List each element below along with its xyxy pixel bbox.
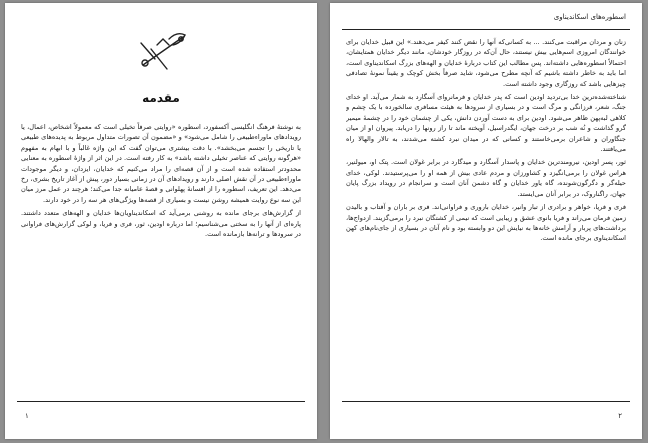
footer-rule (17, 401, 305, 402)
paragraph: به نوشتهٔ فرهنگ انگلیسی آکسفورد، اسطوره «روایتی صرفاً تخیلی است که معمولاً اشخاص، اعمال، یا رویدادهای ماوراءطبیعی را شامل می‌شود» و «مضمون آن تصورات متداول مربوط به پدیده‌های طبیعی یا تاریخی را تجسم می‌بخشد». با دقت بیشتری می‌توان گفت که این واژه غالباً و با ابهام به مفهوم «هرگونه روایتی که عناصر تخیلی داشته باشد» به کار رفته است. در این اثر از واژهٔ اسطوره به معنایی محدودتر استفاده شده است و از آن قصه‌ای را مراد می‌کنیم که خدایان، ایزدان، و دیگر موجودات ماوراءطبیعی در آن نقش اصلی دارند و رویدادهای آن در زمانی بسیار دور، پیش از آغاز تاریخ بشری، رخ می‌دهد. این تعریف، اسطوره را از افسانهٔ پهلوانی و قصهٔ عامیانه جدا می‌کند؛ هرچند در عمل مرز میان این سه نوع روایت همیشه روشن نیست و بسیاری از قصه‌ها ویژگی‌های هر سه را در خود دارند. (21, 123, 301, 204)
page-left (5, 3, 317, 439)
sword-ornament-icon (133, 25, 193, 77)
page-number: ۱ (25, 412, 29, 420)
page-number: ۲ (618, 412, 622, 420)
footer-rule (342, 401, 630, 402)
paragraph: شناخته‌شده‌ترین خدا بی‌تردید اودین است که پدر خدایان و فرمانروای آسگارد به شمار می‌آید. او خدای جنگ، شعر، فرزانگی و مرگ است و در بسیاری از سرودها به هیئت مسافری سالخورده با یک چشم و کلاهی لبه‌پهن ظاهر می‌شود. اودین برای به دست آوردن دانش، یکی از چشمان خود را در چشمهٔ میمیر گرو گذاشت و نُه شب بر درخت جهان، ایگدراسیل، آویخته ماند تا راز رونها را دریابد. پیروان او از میان جنگاوران و شاعران برمی‌خاستند و کسانی که در میدان نبرد کشته می‌شدند، به تالار والهالا راه می‌یافتند. (346, 93, 626, 154)
running-head: اسطوره‌های اسکاندیناوی (553, 13, 626, 21)
paragraph: ثور، پسر اودین، نیرومندترین خدایان و پاسدار آسگارد و میدگارد در برابر غولان است. پتک او، میولنیر، هراس غولان را برمی‌انگیزد و کشاورزان و مردم عادی بیش از همه او را می‌پرستیدند. لوکی، خدای حیله‌گر و دگرگون‌شونده، گاه یاور خدایان و گاه دشمن آنان است و سرانجام در رویداد بزرگ پایان جهان، راگناروک، در برابر آنان می‌ایستد. (346, 158, 626, 198)
paragraph: از گزارش‌های برجای مانده به روشنی برمی‌آید که اسکاندیناویان‌ها خدایان و الهه‌های متعدد داشتند. پاره‌ای از آنها را به سختی می‌شناسیم؛ اما درباره اودین، ثور، فری و فریا، و لوکی گزارش‌های فراوانی در سرودها و ترانه‌ها بازمانده است. (21, 209, 301, 239)
right-page-body (346, 37, 626, 397)
page-right (330, 3, 642, 439)
header-rule (342, 29, 630, 30)
left-page-body (21, 122, 301, 394)
chapter-title: مقدمه (142, 91, 180, 105)
paragraph: فری و فریا، خواهر و برادری از تبار وانیر، خدایان باروری و فراوانی‌اند. فری بر باران و آفتاب و بالیدن زمین فرمان می‌راند و فریا بانوی عشق و زیبایی است که نیمی از کشتگان نبرد را برمی‌گزیند. ازدواج‌ها، برداشت‌های پربار و آرامش خانه‌ها به نیایش این دو وابسته بود و نام آنان در بسیاری از جای‌نام‌های کهن اسکاندیناوی برجای مانده است. (346, 203, 626, 243)
paragraph: زنان و مردان مراقبت می‌کنند. ... به کسانی‌که آنها را نقض کنند کیفر می‌دهند.» این قبیل خدایان برای خوانندگان امروزی اسم‌هایی بیش نیستند، حال آن‌که در روزگار خودشان، مانند دیگر خدایان همتایشان، احتمالاً اسطوره‌هایی داشته‌اند. پس مطالب این کتاب دربارهٔ خدایان و الهه‌های بزرگ اسکاندیناوی است، اما باید به خاطر داشته باشیم که آنچه مطرح می‌شود، شاید صرفاً بخش کوچک و یقیناً نمونهٔ تصادفی چیزهایی باشد که روزگاری وجود داشته است. (346, 38, 626, 88)
